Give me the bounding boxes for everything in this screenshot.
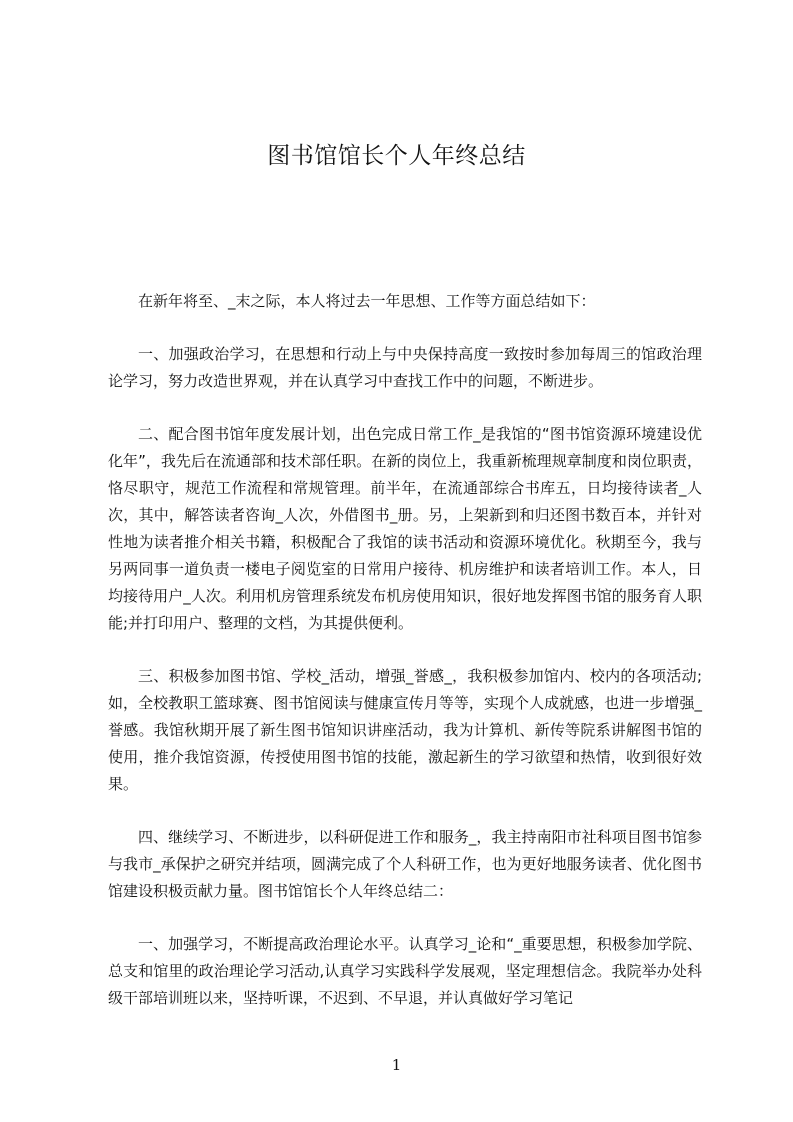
paragraph-section-4: 四、继续学习、不断进步，以科研促进工作和服务_，我主持南阳市社科项目图书馆参与我市_承保护之研究并结项，圆满完成了个人科研工作，也为更好地服务读者、优化图书馆建设积极贡献力量。图书馆馆长个人年终总结二： [108, 828, 702, 900]
page-number: 1 [391, 1056, 402, 1074]
paragraph-section-1: 一、加强政治学习，在思想和行动上与中央保持高度一致按时参加每周三的馆政治理论学习，努力改造世界观，并在认真学习中查找工作中的问题，不断进步。 [108, 345, 702, 390]
document-title: 图书馆馆长个人年终总结 [267, 143, 526, 169]
paragraph-part2-section-1: 一、加强学习，不断提高政治理论水平。认真学习_论和“_重要思想，积极参加学院、总支和馆里的政治理论学习活动,认真学习实践科学发展观，坚定理想信念。我院举办处科级干部培训班以来，坚持听课，不迟到、不早退，并认真做好学习笔记 [108, 935, 702, 1007]
paragraph-intro: 在新年将至、_末之际，本人将过去一年思想、工作等方面总结如下： [138, 292, 596, 310]
paragraph-section-2: 二、配合图书馆年度发展计划，出色完成日常工作_是我馆的“图书馆资源环境建设优化年”，我先后在流通部和技术部任职。在新的岗位上，我重新梳理规章制度和岗位职责，恪尽职守，规范工作流程和常规管理。前半年，在流通部综合书库五，日均接待读者_人次，其中，解答读者咨询_人次，外借图书_册。另，上架新到和归还图书数百本，并针对性地为读者推介相关书籍，积极配合了我馆的读书活动和资源环境优化。秋期至今，我与另两同事一道负责一楼电子阅览室的日常用户接待、机房维护和读者培训工作。本人，日均接待用户_人次。利用机房管理系统发布机房使用知识，很好地发挥图书馆的服务育人职能;并打印用户、整理的文档，为其提供便利。 [108, 425, 702, 632]
paragraph-section-3: 三、积极参加图书馆、学校_活动，增强_誉感_，我积极参加馆内、校内的各项活动;如，全校教职工篮球赛、图书馆阅读与健康宣传月等等，实现个人成就感，也进一步增强_誉感。我馆秋期开展了新生图书馆知识讲座活动，我为计算机、新传等院系讲解图书馆的使用，推介我馆资源，传授使用图书馆的技能，激起新生的学习欲望和热情，收到很好效果。 [108, 667, 702, 793]
document-body [108, 288, 702, 1038]
